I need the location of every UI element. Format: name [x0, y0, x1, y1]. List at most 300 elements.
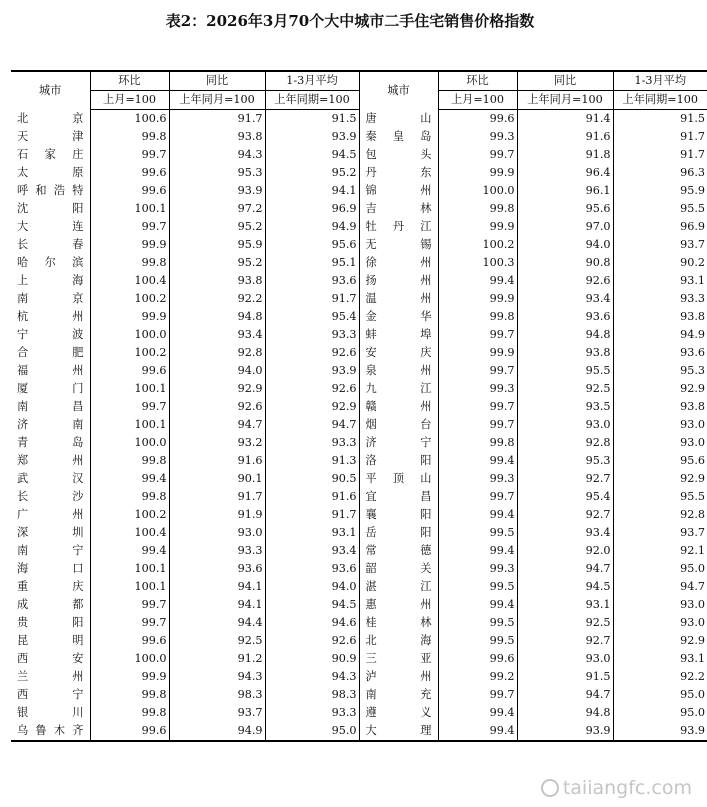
left-yoy-cell: 93.9 — [169, 182, 265, 200]
right-ytd-cell: 95.3 — [613, 362, 707, 380]
right-ytd-cell: 93.1 — [613, 272, 707, 290]
left-city-cell: 深圳 — [17, 526, 84, 539]
left-ytd-cell: 92.6 — [265, 344, 359, 362]
right-mom-cell: 99.7 — [438, 398, 517, 416]
right-ytd-cell: 95.9 — [613, 182, 707, 200]
left-yoy-cell: 94.7 — [169, 416, 265, 434]
right-ytd-cell: 92.1 — [613, 542, 707, 560]
left-ytd-cell: 92.6 — [265, 632, 359, 650]
left-ytd-cell: 94.1 — [265, 182, 359, 200]
right-city-cell: 牡丹江 — [359, 218, 438, 236]
left-mom-cell: 99.8 — [90, 254, 169, 272]
right-yoy-cell: 92.7 — [517, 632, 613, 650]
header-mom-base-right: 上月=100 — [438, 91, 517, 110]
left-city-cell: 南京 — [17, 292, 84, 305]
right-mom-cell: 99.9 — [438, 290, 517, 308]
right-mom-cell: 99.4 — [438, 596, 517, 614]
right-city-cell: 温州 — [359, 290, 438, 308]
left-ytd-cell: 91.3 — [265, 452, 359, 470]
left-ytd-cell: 91.5 — [265, 110, 359, 129]
right-ytd-cell: 94.7 — [613, 578, 707, 596]
right-yoy-cell: 93.9 — [517, 722, 613, 741]
right-ytd-cell: 92.8 — [613, 506, 707, 524]
left-city-cell: 杭州 — [17, 310, 84, 323]
left-mom-cell: 100.2 — [90, 506, 169, 524]
table-row — [11, 686, 707, 704]
right-mom-cell: 99.7 — [438, 326, 517, 344]
right-mom-cell: 99.4 — [438, 722, 517, 741]
watermark — [541, 777, 692, 799]
table-row — [11, 542, 707, 560]
right-city-cell: 九江 — [359, 380, 438, 398]
left-city-cell: 广州 — [17, 508, 84, 521]
left-city-cell: 昆明 — [17, 634, 84, 647]
table-row — [11, 560, 707, 578]
right-mom-cell: 99.3 — [438, 128, 517, 146]
table-row — [11, 722, 707, 741]
table-row — [11, 506, 707, 524]
left-ytd-cell: 91.7 — [265, 290, 359, 308]
table-title: 表2：2026年3月70个大中城市二手住宅销售价格指数 — [165, 12, 535, 30]
left-yoy-cell: 97.2 — [169, 200, 265, 218]
right-mom-cell: 99.6 — [438, 110, 517, 129]
right-ytd-cell: 92.2 — [613, 668, 707, 686]
right-ytd-cell: 93.0 — [613, 596, 707, 614]
table-row — [11, 236, 707, 254]
header-city-left: 城市 — [11, 71, 90, 110]
right-yoy-cell: 92.0 — [517, 542, 613, 560]
left-city-cell: 贵阳 — [17, 616, 84, 629]
right-yoy-cell: 96.4 — [517, 164, 613, 182]
right-yoy-cell: 92.5 — [517, 614, 613, 632]
left-yoy-cell: 91.2 — [169, 650, 265, 668]
right-mom-cell: 99.8 — [438, 200, 517, 218]
left-yoy-cell: 91.6 — [169, 452, 265, 470]
header-yoy-left: 同比 — [169, 71, 265, 91]
left-ytd-cell: 94.0 — [265, 578, 359, 596]
left-yoy-cell: 93.4 — [169, 326, 265, 344]
table-row — [11, 668, 707, 686]
left-mom-cell: 100.1 — [90, 560, 169, 578]
left-ytd-cell: 93.1 — [265, 524, 359, 542]
left-ytd-cell: 93.4 — [265, 542, 359, 560]
table-row — [11, 344, 707, 362]
left-mom-cell: 100.0 — [90, 650, 169, 668]
right-mom-cell: 99.5 — [438, 524, 517, 542]
left-mom-cell: 99.8 — [90, 704, 169, 722]
right-ytd-cell: 91.7 — [613, 128, 707, 146]
left-mom-cell: 99.9 — [90, 668, 169, 686]
left-yoy-cell: 95.2 — [169, 254, 265, 272]
left-yoy-cell: 90.1 — [169, 470, 265, 488]
table-row — [11, 182, 707, 200]
left-mom-cell: 99.7 — [90, 596, 169, 614]
left-ytd-cell: 93.6 — [265, 560, 359, 578]
watermark-text: taiiangfc.com — [562, 777, 692, 799]
left-ytd-cell: 95.1 — [265, 254, 359, 272]
header-city-right: 城市 — [359, 71, 438, 110]
left-city-cell: 成都 — [17, 598, 84, 611]
right-mom-cell: 99.5 — [438, 632, 517, 650]
table-row — [11, 398, 707, 416]
right-city-cell: 锦州 — [359, 182, 438, 200]
header-ytd-base-left: 上年同期=100 — [265, 91, 359, 110]
right-yoy-cell: 95.4 — [517, 488, 613, 506]
left-city-cell: 南宁 — [17, 544, 84, 557]
table-row — [11, 380, 707, 398]
table-row — [11, 146, 707, 164]
table-row — [11, 416, 707, 434]
table-row — [11, 434, 707, 452]
left-yoy-cell: 95.2 — [169, 218, 265, 236]
left-ytd-cell: 92.9 — [265, 398, 359, 416]
left-yoy-cell: 91.9 — [169, 506, 265, 524]
right-yoy-cell: 94.0 — [517, 236, 613, 254]
left-mom-cell: 99.6 — [90, 632, 169, 650]
right-mom-cell: 99.7 — [438, 146, 517, 164]
left-yoy-cell: 94.1 — [169, 596, 265, 614]
table-row — [11, 578, 707, 596]
left-city-cell: 南昌 — [17, 400, 84, 413]
left-mom-cell: 99.6 — [90, 182, 169, 200]
table-row — [11, 524, 707, 542]
left-yoy-cell: 93.8 — [169, 272, 265, 290]
right-mom-cell: 99.5 — [438, 614, 517, 632]
header-ytd-base-right: 上年同期=100 — [613, 91, 707, 110]
left-ytd-cell: 91.6 — [265, 488, 359, 506]
left-ytd-cell: 93.3 — [265, 704, 359, 722]
right-ytd-cell: 93.8 — [613, 308, 707, 326]
left-city-cell: 太原 — [17, 166, 84, 179]
table-body — [11, 110, 707, 742]
left-city-cell: 乌鲁木齐 — [11, 722, 90, 741]
right-city-cell: 三亚 — [359, 650, 438, 668]
right-ytd-cell: 95.6 — [613, 452, 707, 470]
right-city-cell: 烟台 — [359, 416, 438, 434]
table-row — [11, 632, 707, 650]
left-ytd-cell: 94.9 — [265, 218, 359, 236]
right-yoy-cell: 93.0 — [517, 650, 613, 668]
left-yoy-cell: 94.3 — [169, 668, 265, 686]
left-yoy-cell: 92.6 — [169, 398, 265, 416]
right-city-cell: 遵义 — [359, 704, 438, 722]
table-row — [11, 254, 707, 272]
left-ytd-cell: 90.9 — [265, 650, 359, 668]
right-mom-cell: 99.8 — [438, 434, 517, 452]
right-city-cell: 唐山 — [359, 110, 438, 129]
right-yoy-cell: 90.8 — [517, 254, 613, 272]
table-row — [11, 308, 707, 326]
left-city-cell: 哈尔滨 — [17, 256, 84, 269]
right-ytd-cell: 93.1 — [613, 650, 707, 668]
right-mom-cell: 100.2 — [438, 236, 517, 254]
left-city-cell: 武汉 — [17, 472, 84, 485]
left-city-cell: 海口 — [17, 562, 84, 575]
right-mom-cell: 99.7 — [438, 488, 517, 506]
right-city-cell: 大理 — [359, 722, 438, 741]
right-ytd-cell: 92.9 — [613, 632, 707, 650]
left-city-cell: 重庆 — [17, 580, 84, 593]
table-row — [11, 650, 707, 668]
right-yoy-cell: 95.3 — [517, 452, 613, 470]
right-city-cell: 蚌埠 — [359, 326, 438, 344]
right-yoy-cell: 91.4 — [517, 110, 613, 129]
right-yoy-cell: 93.4 — [517, 524, 613, 542]
right-mom-cell: 99.5 — [438, 578, 517, 596]
left-mom-cell: 99.7 — [90, 398, 169, 416]
right-yoy-cell: 91.6 — [517, 128, 613, 146]
left-city-cell: 宁波 — [17, 328, 84, 341]
left-city-cell: 天津 — [17, 130, 84, 143]
right-mom-cell: 99.7 — [438, 362, 517, 380]
right-mom-cell: 100.0 — [438, 182, 517, 200]
right-ytd-cell: 95.0 — [613, 704, 707, 722]
right-mom-cell: 99.9 — [438, 164, 517, 182]
right-yoy-cell: 95.6 — [517, 200, 613, 218]
left-ytd-cell: 93.3 — [265, 434, 359, 452]
right-yoy-cell: 91.5 — [517, 668, 613, 686]
right-yoy-cell: 93.0 — [517, 416, 613, 434]
left-city-cell: 上海 — [17, 274, 84, 287]
header-mom-left: 环比 — [90, 71, 169, 91]
left-ytd-cell: 94.5 — [265, 146, 359, 164]
left-mom-cell: 99.8 — [90, 488, 169, 506]
right-ytd-cell: 92.9 — [613, 380, 707, 398]
header-ytd-right: 1-3月平均 — [613, 71, 707, 91]
right-yoy-cell: 97.0 — [517, 218, 613, 236]
right-mom-cell: 99.3 — [438, 470, 517, 488]
right-mom-cell: 99.7 — [438, 686, 517, 704]
left-ytd-cell: 98.3 — [265, 686, 359, 704]
left-mom-cell: 100.4 — [90, 524, 169, 542]
right-mom-cell: 99.9 — [438, 218, 517, 236]
right-mom-cell: 99.7 — [438, 416, 517, 434]
right-city-cell: 金华 — [359, 308, 438, 326]
left-yoy-cell: 98.3 — [169, 686, 265, 704]
left-ytd-cell: 95.4 — [265, 308, 359, 326]
right-city-cell: 济宁 — [359, 434, 438, 452]
right-ytd-cell: 95.5 — [613, 200, 707, 218]
right-city-cell: 韶关 — [359, 560, 438, 578]
left-city-cell: 兰州 — [17, 670, 84, 683]
right-yoy-cell: 92.7 — [517, 506, 613, 524]
left-yoy-cell: 92.2 — [169, 290, 265, 308]
right-ytd-cell: 93.0 — [613, 416, 707, 434]
right-ytd-cell: 96.9 — [613, 218, 707, 236]
right-yoy-cell: 94.5 — [517, 578, 613, 596]
left-mom-cell: 99.8 — [90, 452, 169, 470]
left-city-cell: 西安 — [17, 652, 84, 665]
left-yoy-cell: 93.8 — [169, 128, 265, 146]
left-mom-cell: 100.1 — [90, 416, 169, 434]
right-city-cell: 徐州 — [359, 254, 438, 272]
table-row — [11, 362, 707, 380]
left-yoy-cell: 92.8 — [169, 344, 265, 362]
right-ytd-cell: 92.9 — [613, 470, 707, 488]
left-city-cell: 呼和浩特 — [17, 184, 84, 197]
right-yoy-cell: 94.8 — [517, 704, 613, 722]
header-yoy-base-right: 上年同月=100 — [517, 91, 613, 110]
right-mom-cell: 99.4 — [438, 272, 517, 290]
right-yoy-cell: 92.8 — [517, 434, 613, 452]
left-ytd-cell: 94.5 — [265, 596, 359, 614]
left-yoy-cell: 94.3 — [169, 146, 265, 164]
left-ytd-cell: 93.9 — [265, 362, 359, 380]
left-yoy-cell: 95.3 — [169, 164, 265, 182]
right-mom-cell: 99.3 — [438, 380, 517, 398]
table-row — [11, 614, 707, 632]
left-ytd-cell: 93.3 — [265, 326, 359, 344]
left-yoy-cell: 93.2 — [169, 434, 265, 452]
right-city-cell: 赣州 — [359, 398, 438, 416]
left-mom-cell: 99.4 — [90, 542, 169, 560]
table-row — [11, 326, 707, 344]
right-mom-cell: 99.8 — [438, 308, 517, 326]
right-yoy-cell: 94.7 — [517, 686, 613, 704]
left-mom-cell: 100.1 — [90, 200, 169, 218]
header-ytd-left: 1-3月平均 — [265, 71, 359, 91]
right-mom-cell: 99.4 — [438, 704, 517, 722]
right-ytd-cell: 94.9 — [613, 326, 707, 344]
table-row — [11, 470, 707, 488]
right-city-cell: 安庆 — [359, 344, 438, 362]
right-yoy-cell: 91.8 — [517, 146, 613, 164]
right-city-cell: 北海 — [359, 632, 438, 650]
right-mom-cell: 99.4 — [438, 542, 517, 560]
left-city-cell: 沈阳 — [17, 202, 84, 215]
right-city-cell: 桂林 — [359, 614, 438, 632]
right-ytd-cell: 93.0 — [613, 434, 707, 452]
right-city-cell: 常德 — [359, 542, 438, 560]
left-yoy-cell: 93.3 — [169, 542, 265, 560]
right-city-cell: 湛江 — [359, 578, 438, 596]
right-ytd-cell: 91.7 — [613, 146, 707, 164]
left-city-cell: 青岛 — [17, 436, 84, 449]
right-yoy-cell: 92.6 — [517, 272, 613, 290]
right-city-cell: 包头 — [359, 146, 438, 164]
right-ytd-cell: 91.5 — [613, 110, 707, 129]
right-yoy-cell: 93.1 — [517, 596, 613, 614]
left-yoy-cell: 94.0 — [169, 362, 265, 380]
watermark-logo-icon — [541, 779, 559, 797]
right-mom-cell: 99.4 — [438, 452, 517, 470]
right-yoy-cell: 94.8 — [517, 326, 613, 344]
right-city-cell: 平顶山 — [359, 470, 438, 488]
table-row — [11, 272, 707, 290]
left-ytd-cell: 95.2 — [265, 164, 359, 182]
left-city-cell: 济南 — [17, 418, 84, 431]
table-row — [11, 110, 707, 129]
left-ytd-cell: 94.7 — [265, 416, 359, 434]
right-mom-cell: 99.2 — [438, 668, 517, 686]
table-row — [11, 290, 707, 308]
left-yoy-cell: 91.7 — [169, 488, 265, 506]
right-city-cell: 扬州 — [359, 272, 438, 290]
left-yoy-cell: 92.5 — [169, 632, 265, 650]
left-mom-cell: 99.7 — [90, 146, 169, 164]
right-yoy-cell: 93.4 — [517, 290, 613, 308]
left-mom-cell: 100.0 — [90, 326, 169, 344]
right-ytd-cell: 93.8 — [613, 398, 707, 416]
right-mom-cell: 99.4 — [438, 506, 517, 524]
right-ytd-cell: 95.0 — [613, 560, 707, 578]
left-ytd-cell: 95.6 — [265, 236, 359, 254]
right-yoy-cell: 93.5 — [517, 398, 613, 416]
left-city-cell: 西宁 — [17, 688, 84, 701]
table-row — [11, 488, 707, 506]
left-city-cell: 福州 — [17, 364, 84, 377]
right-yoy-cell: 94.7 — [517, 560, 613, 578]
right-yoy-cell: 96.1 — [517, 182, 613, 200]
left-ytd-cell: 93.9 — [265, 128, 359, 146]
right-mom-cell: 100.3 — [438, 254, 517, 272]
left-yoy-cell: 94.4 — [169, 614, 265, 632]
left-mom-cell: 99.8 — [90, 686, 169, 704]
left-city-cell: 长春 — [17, 238, 84, 251]
left-ytd-cell: 93.6 — [265, 272, 359, 290]
left-city-cell: 大连 — [17, 220, 84, 233]
header-mom-right: 环比 — [438, 71, 517, 91]
left-mom-cell: 99.7 — [90, 614, 169, 632]
right-city-cell: 泸州 — [359, 668, 438, 686]
left-ytd-cell: 95.0 — [265, 722, 359, 741]
right-city-cell: 吉林 — [359, 200, 438, 218]
header-mom-base-left: 上月=100 — [90, 91, 169, 110]
right-yoy-cell: 95.5 — [517, 362, 613, 380]
right-yoy-cell: 93.6 — [517, 308, 613, 326]
right-ytd-cell: 96.3 — [613, 164, 707, 182]
right-city-cell: 南充 — [359, 686, 438, 704]
table-row — [11, 452, 707, 470]
left-mom-cell: 100.1 — [90, 380, 169, 398]
left-yoy-cell: 92.9 — [169, 380, 265, 398]
right-ytd-cell: 93.0 — [613, 614, 707, 632]
left-yoy-cell: 94.1 — [169, 578, 265, 596]
left-city-cell: 长沙 — [17, 490, 84, 503]
left-mom-cell: 100.4 — [90, 272, 169, 290]
left-ytd-cell: 94.3 — [265, 668, 359, 686]
left-mom-cell: 99.6 — [90, 164, 169, 182]
right-yoy-cell: 92.7 — [517, 470, 613, 488]
right-ytd-cell: 95.0 — [613, 686, 707, 704]
left-city-cell: 北京 — [17, 111, 84, 125]
right-city-cell: 洛阳 — [359, 452, 438, 470]
left-city-cell: 郑州 — [17, 454, 84, 467]
left-mom-cell: 100.0 — [90, 434, 169, 452]
left-yoy-cell: 94.8 — [169, 308, 265, 326]
right-city-cell: 岳阳 — [359, 524, 438, 542]
left-mom-cell: 99.9 — [90, 308, 169, 326]
table-row — [11, 200, 707, 218]
right-yoy-cell: 93.8 — [517, 344, 613, 362]
header-yoy-right: 同比 — [517, 71, 613, 91]
left-mom-cell: 99.4 — [90, 470, 169, 488]
left-mom-cell: 99.6 — [90, 722, 169, 741]
left-city-cell: 石家庄 — [17, 148, 84, 161]
left-ytd-cell: 91.7 — [265, 506, 359, 524]
table-row — [11, 164, 707, 182]
right-ytd-cell: 93.9 — [613, 722, 707, 741]
left-mom-cell: 100.2 — [90, 344, 169, 362]
right-ytd-cell: 93.3 — [613, 290, 707, 308]
left-yoy-cell: 93.7 — [169, 704, 265, 722]
right-city-cell: 秦皇岛 — [359, 128, 438, 146]
right-mom-cell: 99.3 — [438, 560, 517, 578]
table-row — [11, 218, 707, 236]
right-ytd-cell: 93.7 — [613, 524, 707, 542]
left-mom-cell: 99.7 — [90, 218, 169, 236]
right-city-cell: 丹东 — [359, 164, 438, 182]
